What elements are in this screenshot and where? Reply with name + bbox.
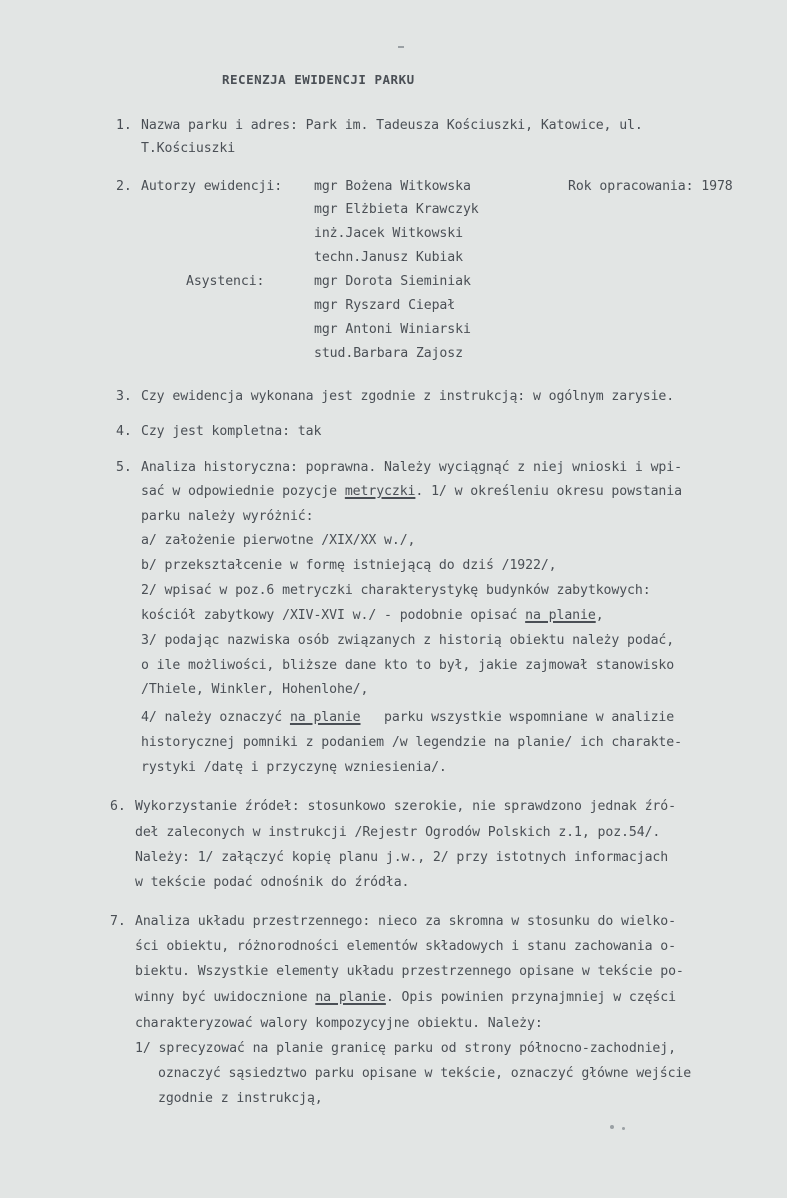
section-6-line-2: deł zaleconych w instrukcji /Rejestr Ogrodów Polskich z.1, poz.54/. (135, 825, 661, 840)
section-5-line-11a: 4/ należy oznaczyć (141, 710, 290, 725)
author-2: mgr Elżbieta Krawczyk (314, 202, 479, 217)
section-5-line-12: historycznej pomniki z podaniem /w legendzie na planie/ ich charakte- (141, 735, 682, 750)
section-5-line-7 (141, 608, 604, 624)
assistant-3: mgr Antoni Winiarski (314, 322, 471, 337)
assistants-label: Asystenci: (186, 274, 265, 289)
section-7-line-6: 1/ sprecyzować na planie granicę parku od strony północno-zachodniej, (135, 1041, 676, 1056)
assistant-4: stud.Barbara Zajosz (314, 346, 463, 361)
section-6-number: 6. (110, 799, 126, 814)
section-5-underlined-metryczki: metryczki (344, 484, 416, 499)
section-5-line-1: Analiza historyczna: poprawna. Należy wyciągnąć z niej wnioski i wpi- (141, 460, 682, 475)
section-7-line-3: biektu. Wszystkie elementy układu przestrzennego opisane w tekście po- (135, 964, 684, 979)
author-4: techn.Janusz Kubiak (314, 250, 463, 265)
section-1-line-2: T.Kościuszki (141, 141, 236, 156)
section-2-number: 2. (116, 179, 132, 194)
section-5-line-10: /Thiele, Winkler, Hohenlohe/, (141, 682, 369, 697)
section-3-text: Czy ewidencja wykonana jest zgodnie z instrukcją: w ogólnym zarysie. (141, 389, 675, 404)
page-speck (622, 1127, 625, 1130)
page-speck (610, 1125, 614, 1129)
section-5-line-11b: parku wszystkie wspomniane w analizie (360, 710, 675, 725)
section-5-line-8: 3/ podając nazwiska osób związanych z historią obiektu należy podać, (141, 633, 675, 648)
section-7-line-4b: . Opis powinien przynajmniej w części (385, 990, 676, 1005)
section-4-text: Czy jest kompletna: tak (141, 424, 322, 439)
year-of-elaboration: Rok opracowania: 1978 (568, 179, 733, 194)
author-1: mgr Bożena Witkowska (314, 179, 471, 194)
section-1-line-1: Nazwa parku i adres: Park im. Tadeusza Kościuszki, Katowice, ul. (141, 118, 643, 133)
section-1-number: 1. (116, 118, 132, 133)
section-5-line-4: a/ założenie pierwotne /XIX/XX w./, (141, 533, 416, 548)
section-5-line-3: parku należy wyróżnić: (141, 509, 314, 524)
authors-label: Autorzy ewidencji: (141, 179, 283, 194)
section-5-number: 5. (116, 460, 132, 475)
section-4-number: 4. (116, 424, 132, 439)
section-5-underlined-na-planie-2: na planie (289, 710, 361, 725)
section-5-line-9: o ile możliwości, bliższe dane kto to był, jakie zajmował stanowisko (141, 658, 675, 673)
assistant-2: mgr Ryszard Ciepał (314, 298, 456, 313)
section-7-number: 7. (110, 914, 126, 929)
section-5-line-2 (141, 484, 682, 500)
section-7-line-5: charakteryzować walory kompozycyjne obiektu. Należy: (135, 1016, 543, 1031)
author-3: inż.Jacek Witkowski (314, 226, 463, 241)
section-5-line-2a: sać w odpowiednie pozycje (141, 484, 345, 499)
section-6-line-1: Wykorzystanie źródeł: stosunkowo szerokie, nie sprawdzono jednak źró- (135, 799, 676, 814)
section-5-line-2b: . 1/ w określeniu okresu powstania (415, 484, 682, 499)
page-mark (398, 46, 404, 48)
section-7-line-7: oznaczyć sąsiedztwo parku opisane w tekście, oznaczyć główne wejście (158, 1066, 692, 1081)
document-title: RECENZJA EWIDENCJI PARKU (222, 72, 415, 87)
section-6-line-3: Należy: 1/ załączyć kopię planu j.w., 2/ przy istotnych informacjach (135, 850, 669, 865)
section-5-line-11 (141, 710, 674, 726)
section-7-line-1: Analiza układu przestrzennego: nieco za skromna w stosunku do wielko- (135, 914, 676, 929)
section-5-line-5: b/ przekształcenie w formę istniejącą do dziś /1922/, (141, 558, 557, 573)
assistant-1: mgr Dorota Sieminiak (314, 274, 471, 289)
section-7-line-4 (135, 990, 676, 1006)
section-7-line-2: ści obiektu, różnorodności elementów składowych i stanu zachowania o- (135, 939, 676, 954)
section-5-line-6: 2/ wpisać w poz.6 metryczki charakterystykę budynków zabytkowych: (141, 583, 651, 598)
section-5-line-7b: , (595, 608, 604, 623)
section-5-line-7a: kościół zabytkowy /XIV-XVI w./ - podobnie opisać (141, 608, 526, 623)
section-6-line-4: w tekście podać odnośnik do źródła. (135, 875, 410, 890)
section-5-line-13: rystyki /datę i przyczynę wzniesienia/. (141, 760, 447, 775)
section-5-underlined-na-planie-1: na planie (525, 608, 596, 623)
section-7-line-4a: winny być uwidocznione (135, 990, 316, 1005)
section-3-number: 3. (116, 389, 132, 404)
section-7-underlined-na-planie: na planie (315, 990, 386, 1005)
section-7-line-8: zgodnie z instrukcją, (158, 1091, 323, 1106)
